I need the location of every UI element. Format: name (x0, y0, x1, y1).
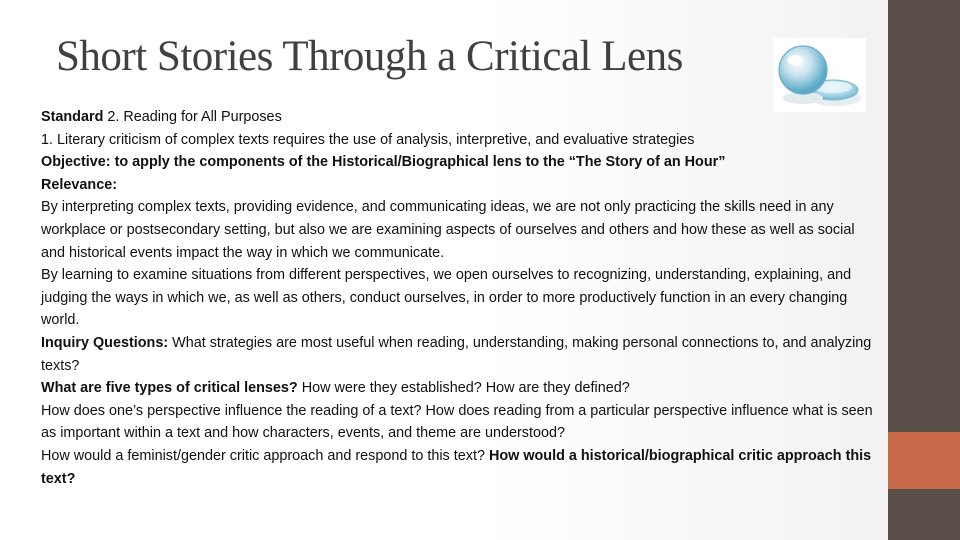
inquiry-text: What strategies are most useful when reading, understanding, making personal connections to, and analyzing texts? (41, 334, 872, 374)
feminist-text: How would a feminist/gender critic approach and respond to this text? (41, 447, 489, 464)
lenses-bold: What are five types of critical lenses? (41, 380, 298, 397)
standard-line (41, 106, 873, 129)
right-sidebar-dark-top (888, 0, 960, 432)
right-sidebar-dark-bottom (888, 489, 960, 540)
relevance-label: Relevance: (41, 176, 117, 193)
lens-icon (773, 38, 866, 112)
objective-text: Objective: to apply the components of the Historical/Biographical lens to the “The Story of an Hour” (41, 154, 726, 171)
feminist-line (41, 445, 873, 490)
historical-bold: How would a historical/biographical critic approach this text? (41, 447, 872, 487)
inquiry-line (41, 332, 873, 377)
standard-text: 2. Reading for All Purposes (103, 109, 282, 125)
standard-label: Standard (41, 109, 104, 125)
relevance-paragraph-2: By learning to examine situations from different perspectives, we open ourselves to recognizing, understanding, explaining, and judging the ways in which we, as well as others, conduct ourselves, in order to more productively function in an every changing world. (41, 267, 852, 329)
right-sidebar-accent (888, 432, 960, 489)
objective-line (41, 151, 873, 174)
lens-image (773, 38, 866, 112)
lenses-line (41, 377, 873, 400)
criterion-line: 1. Literary criticism of complex texts requires the use of analysis, interpretive, and evaluative strategies (41, 131, 695, 148)
relevance-paragraph-1: By interpreting complex texts, providing evidence, and communicating ideas, we are not only practicing the skills need in any workplace or postsecondary setting, but also we are examining aspects of ourselves and others and how these as well as social and historical events impact the way in which we communicate. (41, 199, 855, 261)
lenses-text: How were they established? How are they defined? (297, 380, 630, 397)
perspective-line: How does one’s perspective influence the reading of a text? How does reading from a particular perspective influence what is seen as important within a text and how characters, events, and theme are understood? (41, 402, 873, 442)
relevance-line (41, 174, 873, 197)
slide-body (41, 106, 873, 490)
inquiry-label: Inquiry Questions: (41, 334, 169, 351)
slide-title: Short Stories Through a Critical Lens (56, 33, 683, 80)
